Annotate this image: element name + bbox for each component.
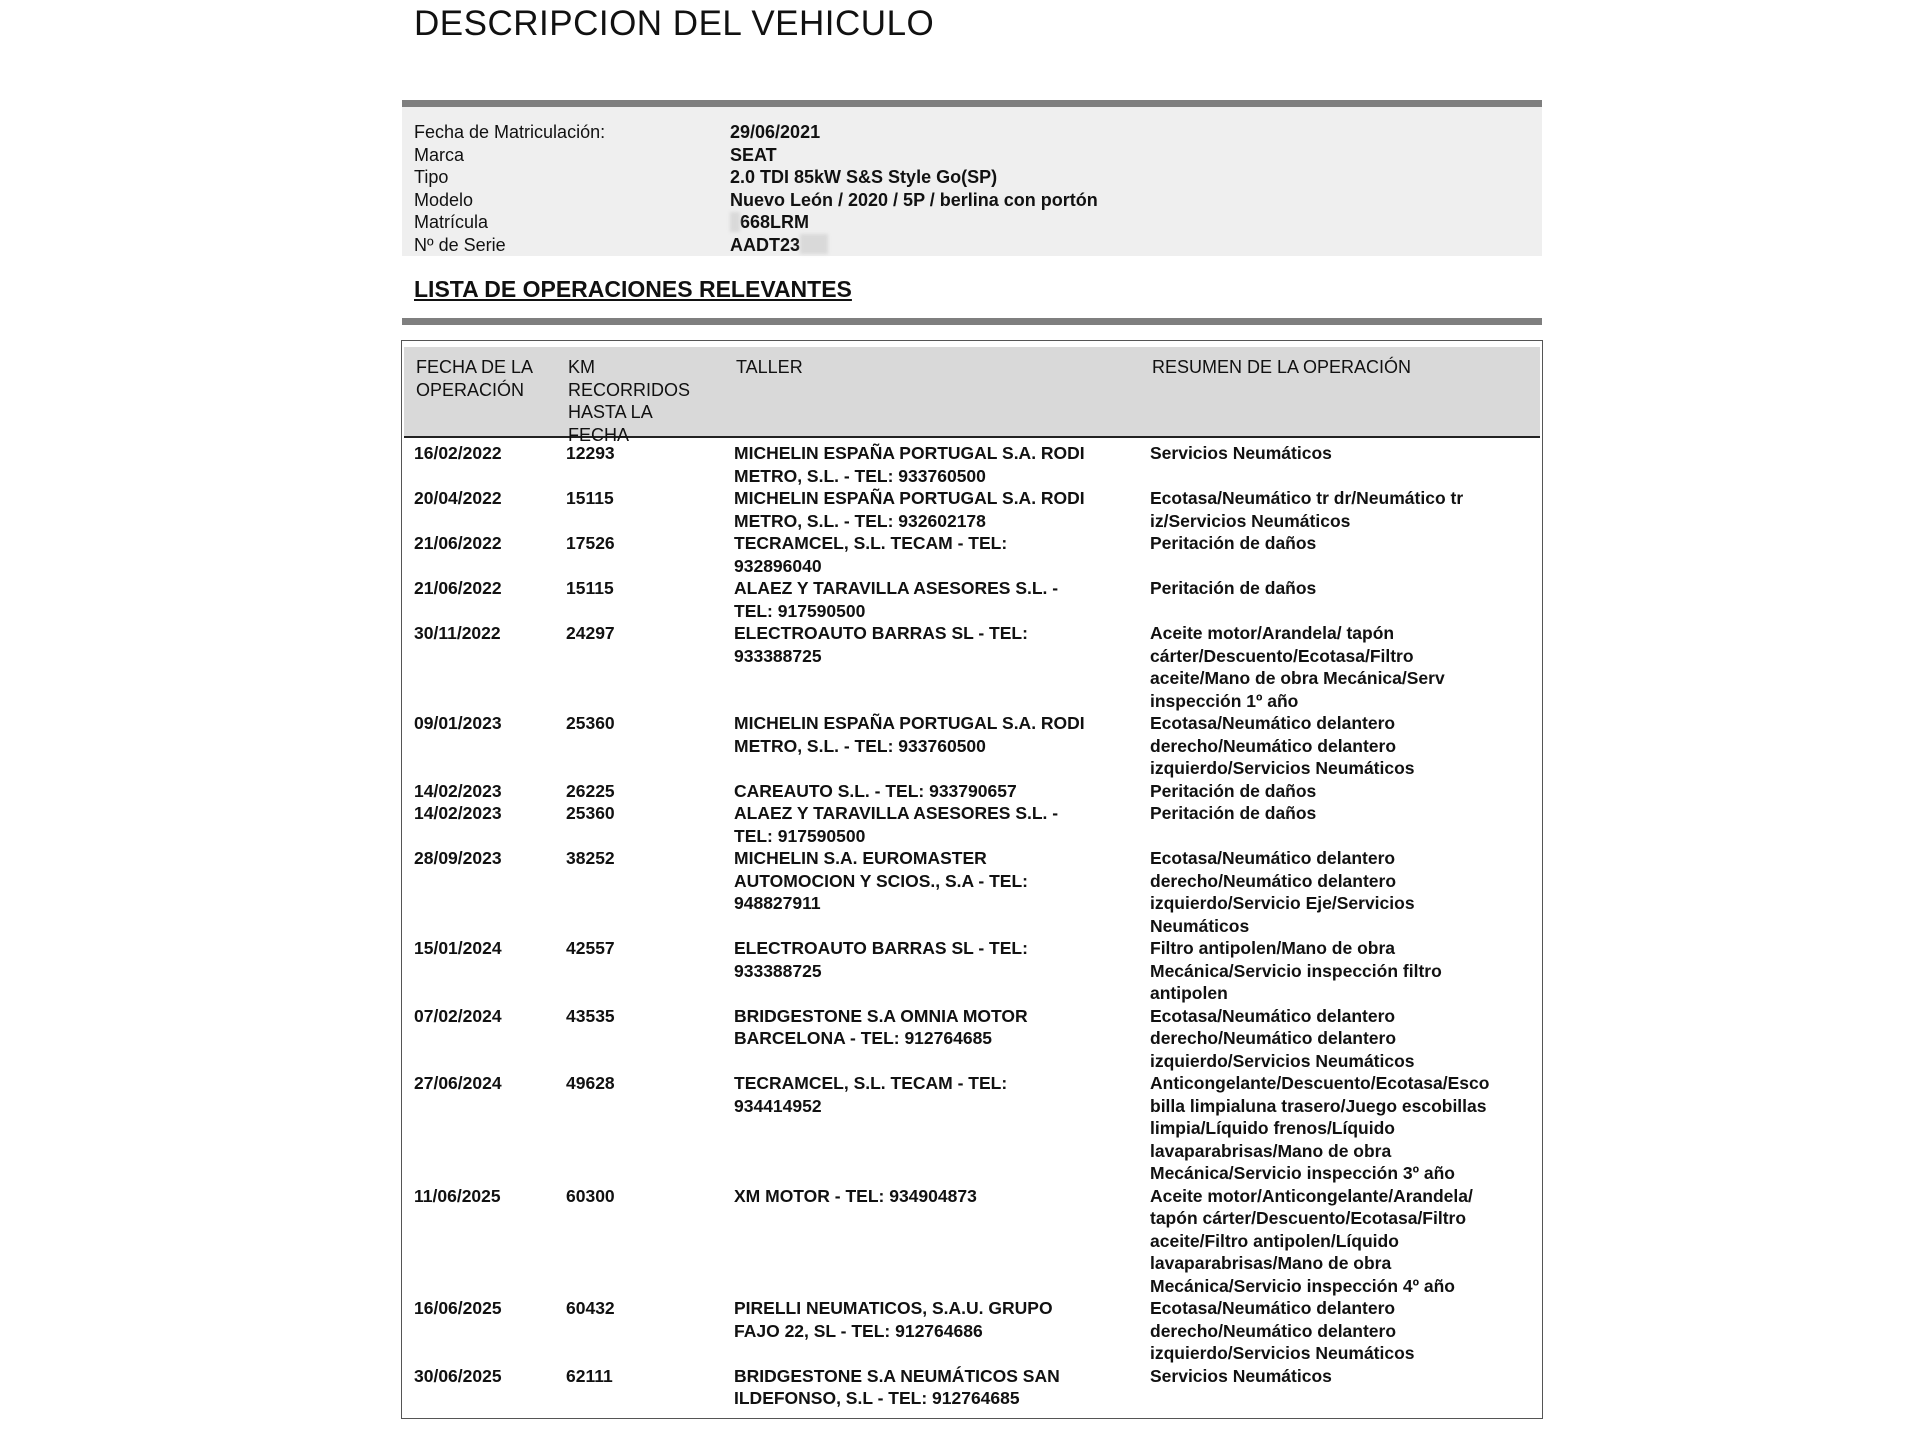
row-resumen: Ecotasa/Neumático delantero derecho/Neumático delantero izquierdo/Servicios Neumáticos [1150, 1298, 1415, 1363]
row-km: 42557 [566, 938, 615, 958]
matricula-text: 668LRM [740, 212, 810, 232]
row-fecha: 30/11/2022 [414, 623, 501, 643]
fecha-matriculacion-value: 29/06/2021 [730, 122, 821, 142]
row-taller: TECRAMCEL, S.L. TECAM - TEL: 932896040 [734, 533, 1008, 576]
row-resumen: Filtro antipolen/Mano de obra Mecánica/Servicio inspección filtro antipolen [1150, 938, 1442, 1003]
row-km: 25360 [566, 803, 615, 823]
row-km: 15115 [566, 488, 614, 508]
row-km: 24297 [566, 623, 615, 643]
row-resumen: Ecotasa/Neumático delantero derecho/Neumático delantero izquierdo/Servicios Neumáticos [1150, 713, 1415, 778]
row-taller: ALAEZ Y TARAVILLA ASESORES S.L. - TEL: 917590500 [734, 578, 1059, 621]
table-row [402, 1365, 1542, 1410]
vehicle-info-box [402, 100, 1542, 256]
modelo-label: Modelo [414, 189, 474, 210]
table-row [402, 577, 1542, 622]
row-fecha: 07/02/2024 [414, 1005, 502, 1026]
row-resumen: Peritación de daños [1150, 533, 1317, 553]
table-row [402, 712, 1542, 780]
row-km: 17526 [566, 533, 615, 553]
tipo-value: 2.0 TDI 85kW S&S Style Go(SP) [730, 167, 998, 187]
row-km: 49628 [566, 1073, 615, 1093]
row-fecha: 28/09/2023 [414, 848, 502, 868]
row-fecha: 30/06/2025 [414, 1365, 502, 1386]
table-row [402, 937, 1542, 1005]
row-fecha: 16/02/2022 [414, 443, 502, 463]
table-row [402, 442, 1542, 487]
row-taller: ELECTROAUTO BARRAS SL - TEL: 933388725 [734, 623, 1028, 666]
row-km: 62111 [566, 1365, 613, 1386]
row-taller: TECRAMCEL, S.L. TECAM - TEL: 934414952 [734, 1073, 1008, 1116]
redaction-mark [730, 212, 740, 232]
row-km: 12293 [566, 443, 615, 463]
row-km: 43535 [566, 1005, 615, 1026]
row-taller: BRIDGESTONE S.A NEUMÁTICOS SAN ILDEFONSO, S.L - TEL: 912764685 [734, 1365, 1060, 1408]
table-row [402, 622, 1542, 712]
table-row [402, 1185, 1542, 1298]
row-km: 26225 [566, 780, 615, 801]
row-resumen: Servicios Neumáticos [1150, 1365, 1332, 1386]
table-row [402, 487, 1542, 532]
section-title: LISTA DE OPERACIONES RELEVANTES [414, 276, 852, 302]
row-taller: ALAEZ Y TARAVILLA ASESORES S.L. - TEL: 917590500 [734, 803, 1059, 846]
marca-value: SEAT [730, 144, 777, 165]
row-resumen: Peritación de daños [1150, 578, 1317, 598]
row-fecha: 20/04/2022 [414, 488, 502, 508]
header-fecha: FECHA DE LA OPERACIÓN [416, 357, 534, 400]
row-taller: XM MOTOR - TEL: 934904873 [734, 1185, 977, 1206]
serie-value [730, 234, 828, 256]
row-taller: CAREAUTO S.L. - TEL: 933790657 [734, 780, 1017, 801]
row-km: 60432 [566, 1298, 615, 1318]
row-fecha: 15/01/2024 [414, 938, 502, 958]
table-header [404, 347, 1540, 445]
redaction-mark [800, 234, 828, 254]
row-fecha: 21/06/2022 [414, 578, 502, 598]
row-taller: MICHELIN S.A. EUROMASTER AUTOMOCION Y SCIOS., S.A - TEL: 948827911 [734, 848, 1028, 913]
section-divider [402, 318, 1542, 325]
page-title: DESCRIPCION DEL VEHICULO [414, 4, 935, 43]
row-taller: ELECTROAUTO BARRAS SL - TEL: 933388725 [734, 938, 1028, 981]
row-resumen: Servicios Neumáticos [1150, 443, 1332, 463]
row-fecha: 11/06/2025 [414, 1185, 501, 1206]
header-taller: TALLER [736, 357, 803, 377]
modelo-value: Nuevo León / 2020 / 5P / berlina con portón [730, 189, 1098, 210]
operations-table [401, 340, 1543, 1419]
tipo-label: Tipo [414, 167, 449, 187]
header-km: KM RECORRIDOS HASTA LA FECHA [568, 357, 691, 445]
row-taller: MICHELIN ESPAÑA PORTUGAL S.A. RODI METRO, S.L. - TEL: 933760500 [734, 443, 1085, 486]
row-fecha: 14/02/2023 [414, 780, 502, 801]
row-resumen: Anticongelante/Descuento/Ecotasa/Esco billa limpialuna trasero/Juego escobillas limpia/Líquido frenos/Líquido lavaparabrisas/Mano de obra Mecánica/Servicio inspección 3º año [1150, 1073, 1490, 1183]
matricula-label: Matrícula [414, 212, 489, 232]
row-km: 38252 [566, 848, 615, 868]
matricula-value [730, 211, 809, 233]
row-km: 60300 [566, 1185, 615, 1206]
row-taller: BRIDGESTONE S.A OMNIA MOTOR BARCELONA - TEL: 912764685 [734, 1005, 1028, 1048]
header-resumen: RESUMEN DE LA OPERACIÓN [1152, 357, 1412, 377]
table-row [402, 780, 1542, 803]
row-km: 15115 [566, 578, 614, 598]
row-resumen: Peritación de daños [1150, 803, 1317, 823]
table-row [402, 847, 1542, 937]
row-resumen: Aceite motor/Arandela/ tapón cárter/Descuento/Ecotasa/Filtro aceite/Mano de obra Mecánica/Serv inspección 1º año [1150, 623, 1445, 711]
table-row [402, 1072, 1542, 1185]
row-taller: MICHELIN ESPAÑA PORTUGAL S.A. RODI METRO, S.L. - TEL: 933760500 [734, 713, 1085, 756]
row-fecha: 27/06/2024 [414, 1073, 502, 1093]
row-taller: PIRELLI NEUMATICOS, S.A.U. GRUPO FAJO 22, SL - TEL: 912764686 [734, 1298, 1053, 1341]
table-row [402, 1005, 1542, 1073]
row-resumen: Ecotasa/Neumático tr dr/Neumático tr iz/Servicios Neumáticos [1150, 488, 1464, 531]
row-taller: MICHELIN ESPAÑA PORTUGAL S.A. RODI METRO, S.L. - TEL: 932602178 [734, 488, 1085, 531]
marca-label: Marca [414, 144, 465, 165]
row-resumen: Aceite motor/Anticongelante/Arandela/ tapón cárter/Descuento/Ecotasa/Filtro aceite/Filtro antipolen/Líquido lavaparabrisas/Mano de obra Mecánica/Servicio inspección 4º año [1150, 1185, 1473, 1296]
row-resumen: Ecotasa/Neumático delantero derecho/Neumático delantero izquierdo/Servicios Neumáticos [1150, 1005, 1415, 1071]
row-resumen: Peritación de daños [1150, 780, 1317, 801]
row-km: 25360 [566, 713, 615, 733]
table-row [402, 1297, 1542, 1365]
table-body [402, 442, 1542, 1410]
row-fecha: 09/01/2023 [414, 713, 502, 733]
row-resumen: Ecotasa/Neumático delantero derecho/Neumático delantero izquierdo/Servicio Eje/Servicios Neumáticos [1150, 848, 1415, 936]
row-fecha: 16/06/2025 [414, 1298, 502, 1318]
serie-text: AADT23 [730, 234, 801, 255]
table-row [402, 802, 1542, 847]
table-row [402, 532, 1542, 577]
row-fecha: 14/02/2023 [414, 803, 502, 823]
serie-label: Nº de Serie [414, 234, 506, 255]
fecha-matriculacion-label: Fecha de Matriculación: [414, 122, 606, 142]
row-fecha: 21/06/2022 [414, 533, 502, 553]
